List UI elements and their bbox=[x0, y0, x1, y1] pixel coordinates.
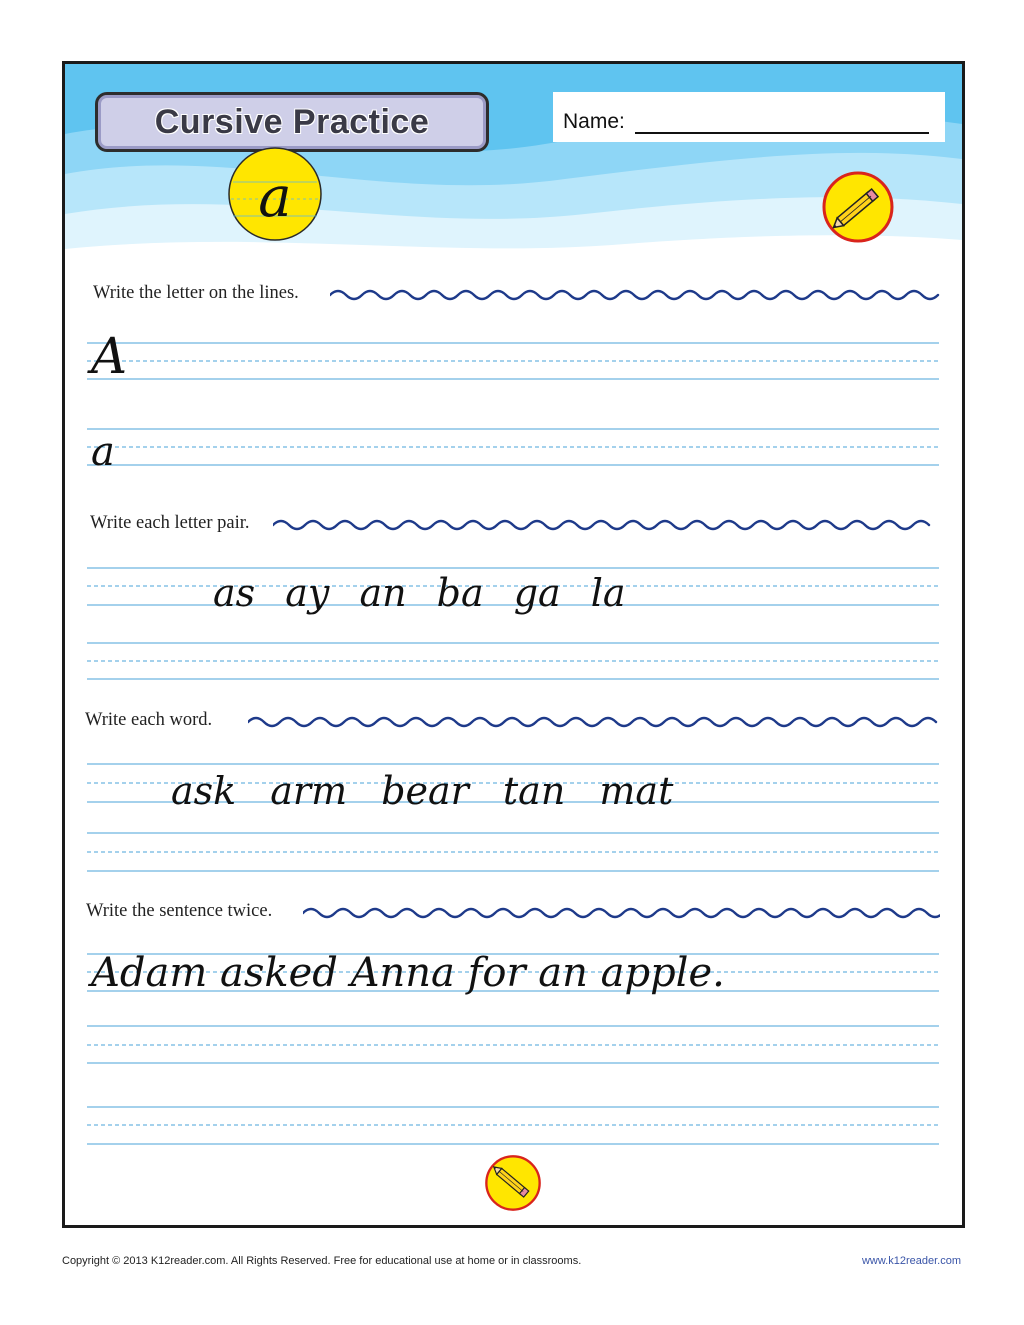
name-field-box bbox=[553, 92, 945, 142]
website-link[interactable]: www.k12reader.com bbox=[861, 1255, 961, 1267]
wave-divider-icon bbox=[273, 516, 940, 532]
pencil-icon bbox=[484, 1154, 542, 1212]
model-uppercase-letter: A bbox=[91, 327, 128, 385]
letter-badge-icon bbox=[225, 144, 325, 244]
name-write-line[interactable] bbox=[635, 132, 929, 134]
title-banner bbox=[95, 92, 489, 152]
model-letter-pairs: as ay an ba ga la bbox=[213, 571, 626, 615]
model-lowercase-letter: a bbox=[91, 429, 115, 475]
instruction-letter: Write the letter on the lines. bbox=[93, 283, 299, 303]
wave-divider-icon bbox=[330, 286, 940, 302]
instruction-words: Write each word. bbox=[85, 710, 213, 730]
wave-divider-icon bbox=[303, 904, 940, 920]
featured-letter: a bbox=[258, 165, 292, 230]
model-sentence: Adam asked Anna for an apple. bbox=[91, 950, 725, 996]
instruction-sentence: Write the sentence twice. bbox=[86, 901, 273, 921]
wave-divider-icon bbox=[248, 713, 940, 729]
pencil-icon bbox=[821, 170, 895, 244]
model-words: ask arm bear tan mat bbox=[171, 769, 674, 813]
instruction-letter-pair: Write each letter pair. bbox=[90, 513, 250, 533]
worksheet-frame bbox=[62, 61, 965, 1228]
page-title: Cursive Practice bbox=[154, 102, 430, 141]
writing-lines-letter[interactable] bbox=[87, 328, 939, 528]
copyright-text: Copyright © 2013 K12reader.com. All Rights Reserved. Free for educational use at home or in classrooms. bbox=[62, 1255, 582, 1267]
name-label: Name: bbox=[563, 110, 625, 133]
